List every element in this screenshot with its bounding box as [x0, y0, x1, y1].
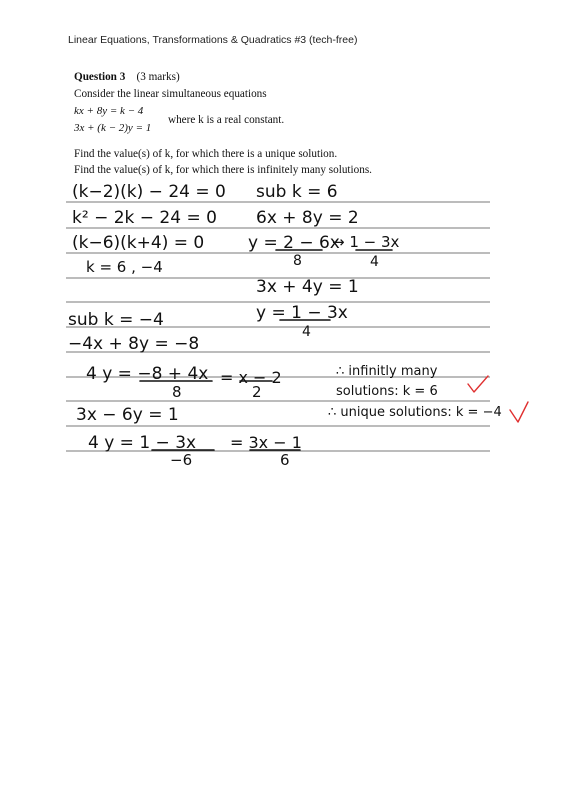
work-line-7: 4 y = −8 + 4x [86, 364, 209, 384]
right-work-line-2: 6x + 8y = 2 [256, 208, 359, 228]
answer-line-2: solutions: k = 6 [336, 384, 438, 399]
right-work-line-3-denominator: 8 [293, 253, 302, 269]
right-work-line-5: y = 1 − 3x [256, 303, 348, 323]
right-work-line-4: 3x + 4y = 1 [256, 277, 359, 297]
work-line-7-simplified: = x − 2 [220, 368, 282, 387]
question-marks: (3 marks) [136, 71, 180, 83]
work-line-9-simplified: = 3x − 1 [230, 433, 302, 452]
constant-note: where k is a real constant. [168, 114, 285, 126]
work-line-5: sub k = −4 [68, 310, 164, 330]
right-work-line-5-denominator: 4 [302, 324, 311, 340]
right-work-line-3-arrow: → 1 − 3x [332, 233, 400, 251]
work-line-8: 3x − 6y = 1 [76, 405, 179, 425]
work-line-7-denominator: 8 [172, 383, 182, 401]
question-label: Question 3 [74, 71, 126, 83]
right-work-line-3: y = 2 − 6x [248, 233, 340, 253]
question-part-2: Find the value(s) of k, for which there is infinitely many solutions. [74, 164, 372, 176]
right-work-line-1: sub k = 6 [256, 182, 338, 202]
checkmark-icon [468, 376, 488, 392]
question-part-1: Find the value(s) of k, for which there is a unique solution. [74, 148, 338, 160]
answer-line-1: ∴ infinitly many [336, 364, 438, 379]
page-header: Linear Equations, Transformations & Quadratics #3 (tech-free) [68, 34, 358, 46]
work-line-4: k = 6 , −4 [86, 258, 163, 276]
right-work-line-3-arrow-denominator: 4 [370, 254, 379, 270]
work-line-9-denominator: −6 [170, 451, 193, 469]
work-line-7-simplified-denominator: 2 [252, 383, 262, 401]
question-intro: Consider the linear simultaneous equations [74, 88, 267, 100]
work-line-2: k² − 2k − 24 = 0 [72, 208, 217, 228]
answer-line-3: ∴ unique solutions: k = −4 [328, 405, 502, 420]
work-line-9: 4 y = 1 − 3x [88, 433, 197, 453]
equation-2: 3x + (k − 2)y = 1 [74, 122, 152, 134]
work-line-9-simplified-denominator: 6 [280, 451, 290, 469]
checkmark-icon [510, 402, 528, 422]
equation-1: kx + 8y = k − 4 [74, 105, 144, 117]
work-line-1: (k−2)(k) − 24 = 0 [72, 182, 226, 202]
work-line-3: (k−6)(k+4) = 0 [72, 233, 205, 253]
work-line-6: −4x + 8y = −8 [68, 334, 200, 354]
